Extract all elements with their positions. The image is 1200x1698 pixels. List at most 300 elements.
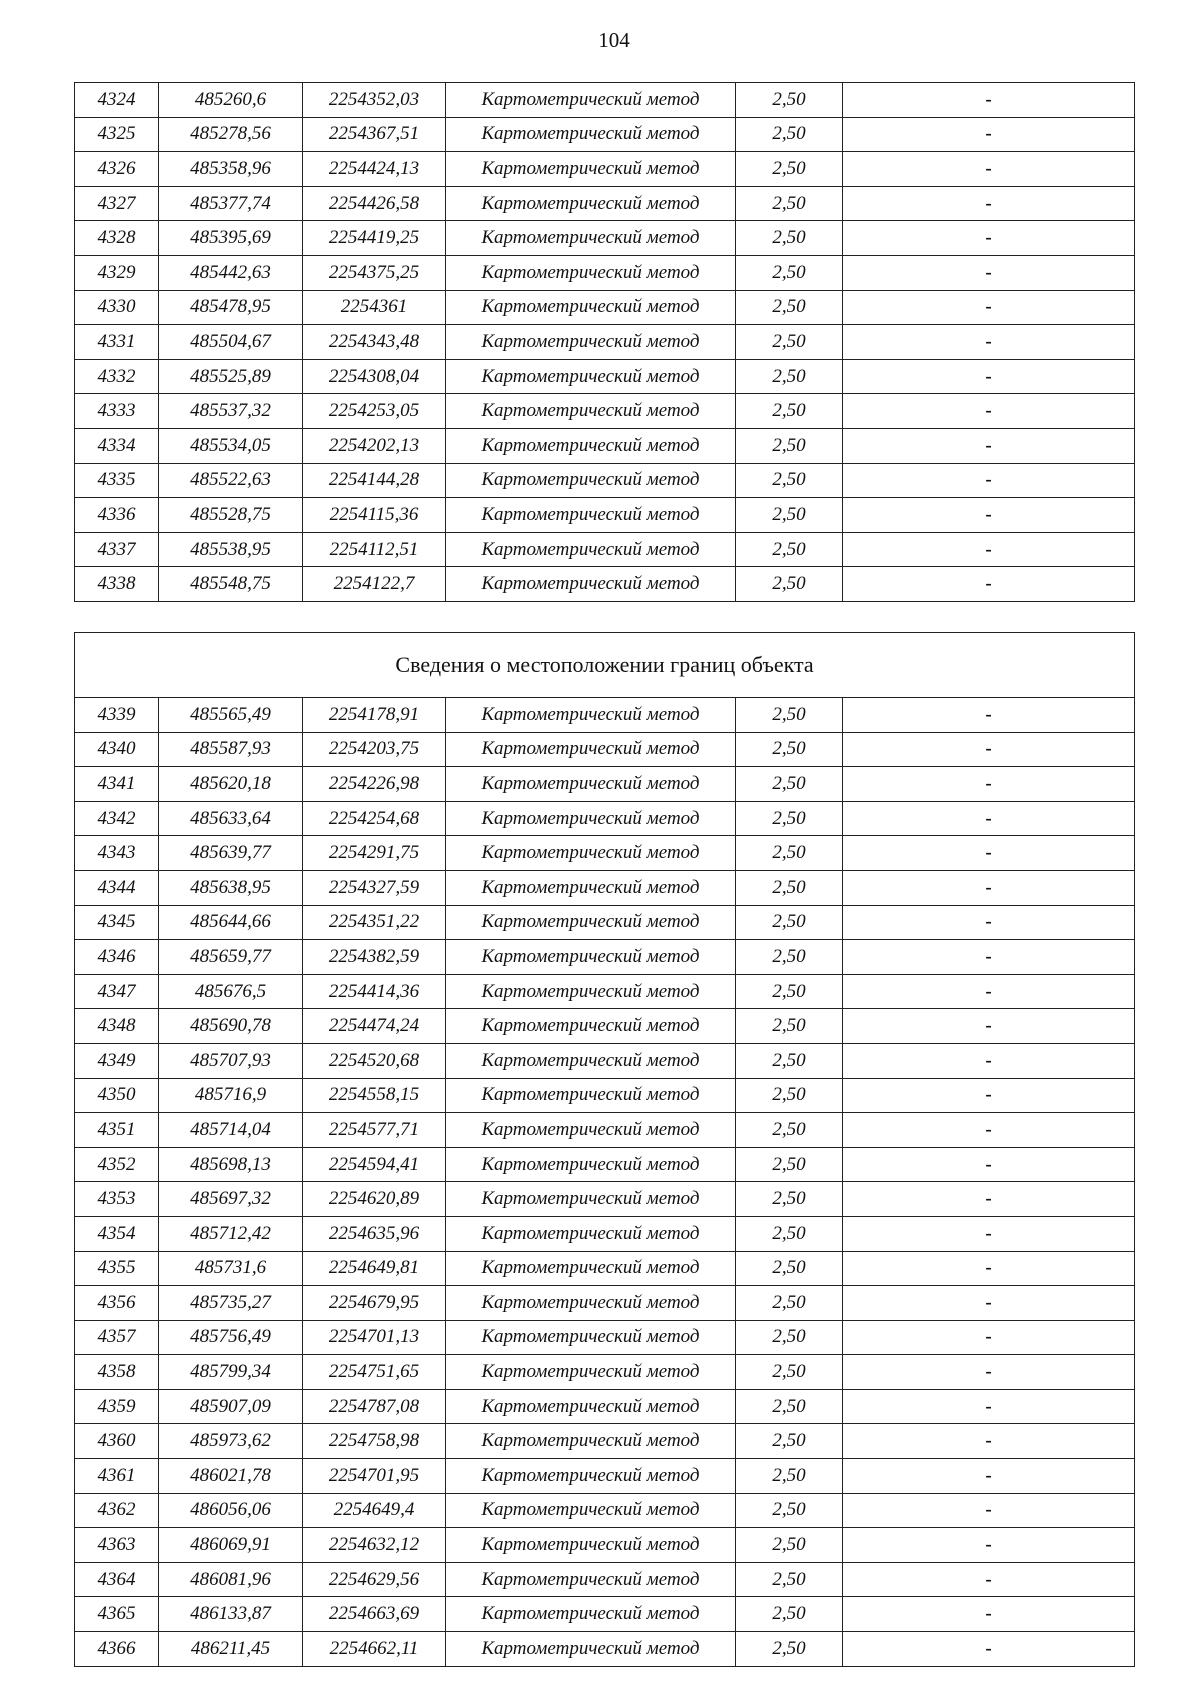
x-coordinate-cell: 485548,75 [159,567,303,602]
accuracy-cell: 2,50 [736,152,843,187]
table-row [75,1528,1135,1563]
x-coordinate-cell: 485395,69 [159,221,303,256]
accuracy-cell: 2,50 [736,325,843,360]
accuracy-cell: 2,50 [736,532,843,567]
accuracy-cell: 2,50 [736,1355,843,1390]
method-cell: Картометрический метод [446,359,736,394]
table-row [75,221,1135,256]
y-coordinate-cell: 2254144,28 [303,463,446,498]
method-cell: Картометрический метод [446,836,736,871]
table-row [75,1009,1135,1044]
description-cell: - [843,1251,1135,1286]
y-coordinate-cell: 2254419,25 [303,221,446,256]
x-coordinate-cell: 485639,77 [159,836,303,871]
y-coordinate-cell: 2254520,68 [303,1043,446,1078]
x-coordinate-cell: 486211,45 [159,1632,303,1667]
method-cell: Картометрический метод [446,1286,736,1321]
method-cell: Картометрический метод [446,117,736,152]
point-number-cell: 4365 [75,1597,159,1632]
x-coordinate-cell: 485707,93 [159,1043,303,1078]
accuracy-cell: 2,50 [736,698,843,733]
x-coordinate-cell: 485644,66 [159,905,303,940]
table-row [75,801,1135,836]
accuracy-cell: 2,50 [736,463,843,498]
y-coordinate-cell: 2254629,56 [303,1562,446,1597]
x-coordinate-cell: 485525,89 [159,359,303,394]
point-number-cell: 4364 [75,1562,159,1597]
x-coordinate-cell: 485537,32 [159,394,303,429]
accuracy-cell: 2,50 [736,1632,843,1667]
description-cell: - [843,325,1135,360]
y-coordinate-cell: 2254291,75 [303,836,446,871]
point-number-cell: 4332 [75,359,159,394]
y-coordinate-cell: 2254426,58 [303,186,446,221]
method-cell: Картометрический метод [446,1528,736,1563]
accuracy-cell: 2,50 [736,732,843,767]
method-cell: Картометрический метод [446,1043,736,1078]
point-number-cell: 4324 [75,83,159,118]
description-cell: - [843,1320,1135,1355]
x-coordinate-cell: 485478,95 [159,290,303,325]
table-row [75,1251,1135,1286]
description-cell: - [843,83,1135,118]
accuracy-cell: 2,50 [736,1389,843,1424]
table-row [75,1286,1135,1321]
point-number-cell: 4351 [75,1113,159,1148]
method-cell: Картометрический метод [446,532,736,567]
point-number-cell: 4346 [75,940,159,975]
point-number-cell: 4355 [75,1251,159,1286]
point-number-cell: 4348 [75,1009,159,1044]
x-coordinate-cell: 486081,96 [159,1562,303,1597]
accuracy-cell: 2,50 [736,1320,843,1355]
y-coordinate-cell: 2254679,95 [303,1286,446,1321]
method-cell: Картометрический метод [446,732,736,767]
description-cell: - [843,1528,1135,1563]
method-cell: Картометрический метод [446,1597,736,1632]
table-row [75,1043,1135,1078]
method-cell: Картометрический метод [446,1320,736,1355]
x-coordinate-cell: 485907,09 [159,1389,303,1424]
accuracy-cell: 2,50 [736,1424,843,1459]
accuracy-cell: 2,50 [736,1251,843,1286]
y-coordinate-cell: 2254115,36 [303,498,446,533]
x-coordinate-cell: 485260,6 [159,83,303,118]
method-cell: Картометрический метод [446,1251,736,1286]
method-cell: Картометрический метод [446,186,736,221]
table-row [75,290,1135,325]
description-cell: - [843,698,1135,733]
y-coordinate-cell: 2254122,7 [303,567,446,602]
table-row [75,974,1135,1009]
point-number-cell: 4330 [75,290,159,325]
x-coordinate-cell: 485565,49 [159,698,303,733]
y-coordinate-cell: 2254414,36 [303,974,446,1009]
y-coordinate-cell: 2254253,05 [303,394,446,429]
description-cell: - [843,567,1135,602]
method-cell: Картометрический метод [446,498,736,533]
description-cell: - [843,359,1135,394]
table-row [75,1389,1135,1424]
accuracy-cell: 2,50 [736,1459,843,1494]
table-heading: Сведения о местоположении границ объекта [75,633,1135,698]
description-cell: - [843,428,1135,463]
point-number-cell: 4363 [75,1528,159,1563]
description-cell: - [843,532,1135,567]
description-cell: - [843,463,1135,498]
table-row [75,940,1135,975]
x-coordinate-cell: 485659,77 [159,940,303,975]
accuracy-cell: 2,50 [736,767,843,802]
description-cell: - [843,255,1135,290]
x-coordinate-cell: 485528,75 [159,498,303,533]
point-number-cell: 4358 [75,1355,159,1390]
table-row [75,1562,1135,1597]
point-number-cell: 4352 [75,1147,159,1182]
point-number-cell: 4327 [75,186,159,221]
method-cell: Картометрический метод [446,1355,736,1390]
description-cell: - [843,974,1135,1009]
table-heading-row [75,633,1135,698]
x-coordinate-cell: 485697,32 [159,1182,303,1217]
method-cell: Картометрический метод [446,1147,736,1182]
y-coordinate-cell: 2254662,11 [303,1632,446,1667]
method-cell: Картометрический метод [446,255,736,290]
method-cell: Картометрический метод [446,1182,736,1217]
accuracy-cell: 2,50 [736,836,843,871]
accuracy-cell: 2,50 [736,290,843,325]
x-coordinate-cell: 485716,9 [159,1078,303,1113]
table-row [75,498,1135,533]
method-cell: Картометрический метод [446,325,736,360]
description-cell: - [843,1147,1135,1182]
description-cell: - [843,1009,1135,1044]
accuracy-cell: 2,50 [736,221,843,256]
table-row [75,1632,1135,1667]
accuracy-cell: 2,50 [736,1493,843,1528]
x-coordinate-cell: 485522,63 [159,463,303,498]
method-cell: Картометрический метод [446,767,736,802]
x-coordinate-cell: 486069,91 [159,1528,303,1563]
y-coordinate-cell: 2254351,22 [303,905,446,940]
table-row [75,83,1135,118]
method-cell: Картометрический метод [446,394,736,429]
description-cell: - [843,221,1135,256]
point-number-cell: 4344 [75,870,159,905]
table-row [75,186,1135,221]
description-cell: - [843,940,1135,975]
table-row [75,767,1135,802]
method-cell: Картометрический метод [446,1216,736,1251]
x-coordinate-cell: 485587,93 [159,732,303,767]
description-cell: - [843,498,1135,533]
point-number-cell: 4342 [75,801,159,836]
description-cell: - [843,836,1135,871]
point-number-cell: 4333 [75,394,159,429]
method-cell: Картометрический метод [446,1113,736,1148]
point-number-cell: 4347 [75,974,159,1009]
table-row [75,359,1135,394]
coordinates-table-1-body [75,83,1135,602]
table-row [75,1320,1135,1355]
y-coordinate-cell: 2254327,59 [303,870,446,905]
point-number-cell: 4353 [75,1182,159,1217]
x-coordinate-cell: 485358,96 [159,152,303,187]
point-number-cell: 4341 [75,767,159,802]
x-coordinate-cell: 485504,67 [159,325,303,360]
method-cell: Картометрический метод [446,1389,736,1424]
description-cell: - [843,1182,1135,1217]
accuracy-cell: 2,50 [736,1597,843,1632]
table-row [75,1459,1135,1494]
point-number-cell: 4360 [75,1424,159,1459]
y-coordinate-cell: 2254635,96 [303,1216,446,1251]
point-number-cell: 4326 [75,152,159,187]
method-cell: Картометрический метод [446,905,736,940]
accuracy-cell: 2,50 [736,498,843,533]
x-coordinate-cell: 485676,5 [159,974,303,1009]
accuracy-cell: 2,50 [736,870,843,905]
y-coordinate-cell: 2254663,69 [303,1597,446,1632]
description-cell: - [843,801,1135,836]
table-row [75,1493,1135,1528]
point-number-cell: 4336 [75,498,159,533]
accuracy-cell: 2,50 [736,83,843,118]
y-coordinate-cell: 2254632,12 [303,1528,446,1563]
point-number-cell: 4357 [75,1320,159,1355]
y-coordinate-cell: 2254352,03 [303,83,446,118]
point-number-cell: 4335 [75,463,159,498]
description-cell: - [843,767,1135,802]
y-coordinate-cell: 2254112,51 [303,532,446,567]
description-cell: - [843,1493,1135,1528]
method-cell: Картометрический метод [446,1424,736,1459]
accuracy-cell: 2,50 [736,1043,843,1078]
y-coordinate-cell: 2254203,75 [303,732,446,767]
method-cell: Картометрический метод [446,870,736,905]
description-cell: - [843,117,1135,152]
table-row [75,1147,1135,1182]
point-number-cell: 4334 [75,428,159,463]
description-cell: - [843,152,1135,187]
y-coordinate-cell: 2254343,48 [303,325,446,360]
page-number: 104 [598,28,630,52]
point-number-cell: 4366 [75,1632,159,1667]
accuracy-cell: 2,50 [736,940,843,975]
description-cell: - [843,1355,1135,1390]
x-coordinate-cell: 485538,95 [159,532,303,567]
x-coordinate-cell: 486021,78 [159,1459,303,1494]
method-cell: Картометрический метод [446,1459,736,1494]
method-cell: Картометрический метод [446,940,736,975]
method-cell: Картометрический метод [446,1632,736,1667]
table-row [75,428,1135,463]
method-cell: Картометрический метод [446,1009,736,1044]
point-number-cell: 4331 [75,325,159,360]
coordinates-table-2 [74,632,1135,1667]
point-number-cell: 4328 [75,221,159,256]
x-coordinate-cell: 485698,13 [159,1147,303,1182]
x-coordinate-cell: 485278,56 [159,117,303,152]
point-number-cell: 4339 [75,698,159,733]
accuracy-cell: 2,50 [736,1078,843,1113]
point-number-cell: 4349 [75,1043,159,1078]
description-cell: - [843,1216,1135,1251]
description-cell: - [843,1632,1135,1667]
table-row [75,567,1135,602]
point-number-cell: 4325 [75,117,159,152]
table-row [75,732,1135,767]
description-cell: - [843,1043,1135,1078]
description-cell: - [843,1597,1135,1632]
x-coordinate-cell: 486056,06 [159,1493,303,1528]
point-number-cell: 4362 [75,1493,159,1528]
method-cell: Картометрический метод [446,567,736,602]
y-coordinate-cell: 2254254,68 [303,801,446,836]
point-number-cell: 4354 [75,1216,159,1251]
x-coordinate-cell: 485690,78 [159,1009,303,1044]
accuracy-cell: 2,50 [736,1562,843,1597]
accuracy-cell: 2,50 [736,1147,843,1182]
description-cell: - [843,1078,1135,1113]
method-cell: Картометрический метод [446,974,736,1009]
x-coordinate-cell: 485799,34 [159,1355,303,1390]
point-number-cell: 4356 [75,1286,159,1321]
description-cell: - [843,1113,1135,1148]
description-cell: - [843,186,1135,221]
table-row [75,1078,1135,1113]
table-row [75,1182,1135,1217]
point-number-cell: 4340 [75,732,159,767]
point-number-cell: 4329 [75,255,159,290]
y-coordinate-cell: 2254474,24 [303,1009,446,1044]
table-row [75,255,1135,290]
table-row [75,463,1135,498]
y-coordinate-cell: 2254202,13 [303,428,446,463]
y-coordinate-cell: 2254375,25 [303,255,446,290]
method-cell: Картометрический метод [446,290,736,325]
y-coordinate-cell: 2254558,15 [303,1078,446,1113]
accuracy-cell: 2,50 [736,1286,843,1321]
accuracy-cell: 2,50 [736,974,843,1009]
accuracy-cell: 2,50 [736,255,843,290]
point-number-cell: 4343 [75,836,159,871]
accuracy-cell: 2,50 [736,186,843,221]
point-number-cell: 4361 [75,1459,159,1494]
table-row [75,117,1135,152]
accuracy-cell: 2,50 [736,905,843,940]
y-coordinate-cell: 2254649,4 [303,1493,446,1528]
y-coordinate-cell: 2254367,51 [303,117,446,152]
accuracy-cell: 2,50 [736,1182,843,1217]
x-coordinate-cell: 485756,49 [159,1320,303,1355]
y-coordinate-cell: 2254382,59 [303,940,446,975]
method-cell: Картометрический метод [446,221,736,256]
y-coordinate-cell: 2254226,98 [303,767,446,802]
y-coordinate-cell: 2254308,04 [303,359,446,394]
table-row [75,905,1135,940]
method-cell: Картометрический метод [446,463,736,498]
coordinates-table-2-body [75,698,1135,1667]
point-number-cell: 4359 [75,1389,159,1424]
y-coordinate-cell: 2254758,98 [303,1424,446,1459]
y-coordinate-cell: 2254577,71 [303,1113,446,1148]
x-coordinate-cell: 485712,42 [159,1216,303,1251]
accuracy-cell: 2,50 [736,1216,843,1251]
description-cell: - [843,394,1135,429]
x-coordinate-cell: 485714,04 [159,1113,303,1148]
method-cell: Картометрический метод [446,1562,736,1597]
y-coordinate-cell: 2254361 [303,290,446,325]
y-coordinate-cell: 2254594,41 [303,1147,446,1182]
accuracy-cell: 2,50 [736,1009,843,1044]
y-coordinate-cell: 2254701,95 [303,1459,446,1494]
method-cell: Картометрический метод [446,83,736,118]
description-cell: - [843,870,1135,905]
point-number-cell: 4350 [75,1078,159,1113]
accuracy-cell: 2,50 [736,394,843,429]
point-number-cell: 4345 [75,905,159,940]
accuracy-cell: 2,50 [736,567,843,602]
y-coordinate-cell: 2254701,13 [303,1320,446,1355]
accuracy-cell: 2,50 [736,1113,843,1148]
x-coordinate-cell: 485731,6 [159,1251,303,1286]
table-row [75,325,1135,360]
method-cell: Картометрический метод [446,1078,736,1113]
x-coordinate-cell: 485442,63 [159,255,303,290]
y-coordinate-cell: 2254751,65 [303,1355,446,1390]
x-coordinate-cell: 485534,05 [159,428,303,463]
y-coordinate-cell: 2254649,81 [303,1251,446,1286]
x-coordinate-cell: 485633,64 [159,801,303,836]
y-coordinate-cell: 2254787,08 [303,1389,446,1424]
description-cell: - [843,1424,1135,1459]
point-number-cell: 4338 [75,567,159,602]
method-cell: Картометрический метод [446,1493,736,1528]
x-coordinate-cell: 485377,74 [159,186,303,221]
description-cell: - [843,732,1135,767]
x-coordinate-cell: 486133,87 [159,1597,303,1632]
x-coordinate-cell: 485620,18 [159,767,303,802]
y-coordinate-cell: 2254178,91 [303,698,446,733]
table-row [75,1355,1135,1390]
table-row [75,532,1135,567]
method-cell: Картометрический метод [446,428,736,463]
table-row [75,1113,1135,1148]
description-cell: - [843,290,1135,325]
description-cell: - [843,1389,1135,1424]
method-cell: Картометрический метод [446,152,736,187]
accuracy-cell: 2,50 [736,117,843,152]
x-coordinate-cell: 485735,27 [159,1286,303,1321]
y-coordinate-cell: 2254620,89 [303,1182,446,1217]
description-cell: - [843,1459,1135,1494]
accuracy-cell: 2,50 [736,359,843,394]
table-row [75,394,1135,429]
point-number-cell: 4337 [75,532,159,567]
description-cell: - [843,1286,1135,1321]
accuracy-cell: 2,50 [736,1528,843,1563]
table-row [75,1597,1135,1632]
x-coordinate-cell: 485638,95 [159,870,303,905]
method-cell: Картометрический метод [446,698,736,733]
y-coordinate-cell: 2254424,13 [303,152,446,187]
description-cell: - [843,905,1135,940]
table-row [75,1216,1135,1251]
accuracy-cell: 2,50 [736,801,843,836]
x-coordinate-cell: 485973,62 [159,1424,303,1459]
table-row [75,698,1135,733]
